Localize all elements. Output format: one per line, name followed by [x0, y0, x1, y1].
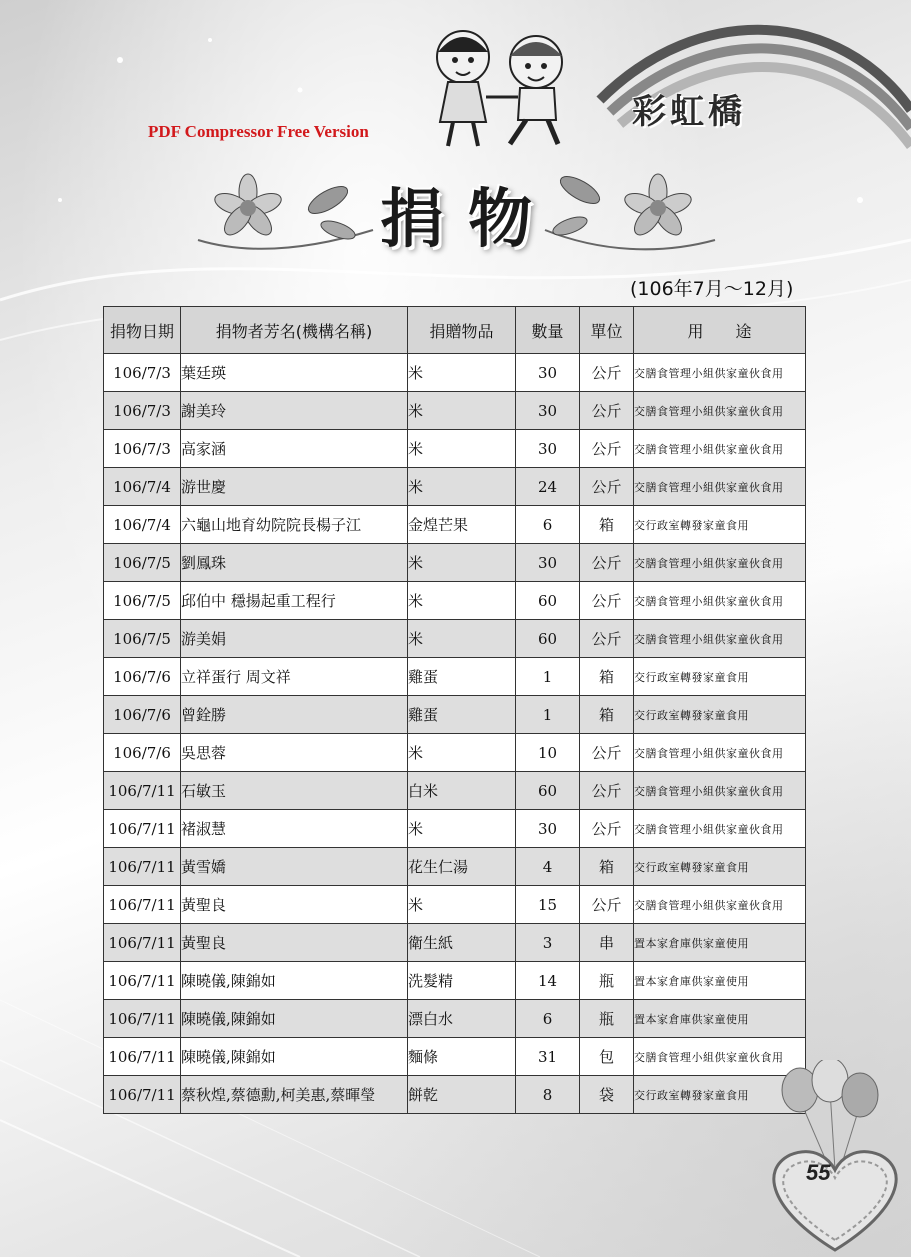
- cell-unit: 公斤: [580, 468, 634, 506]
- cell-item: 米: [408, 582, 516, 620]
- cell-item: 衛生紙: [408, 924, 516, 962]
- table-row: [104, 810, 806, 848]
- cell-unit: 公斤: [580, 392, 634, 430]
- table-row: [104, 658, 806, 696]
- cell-purpose: 交行政室轉發家童食用: [634, 848, 806, 886]
- cell-item: 餅乾: [408, 1076, 516, 1114]
- cell-quantity: 60: [516, 620, 580, 658]
- cell-date: 106/7/11: [104, 1000, 181, 1038]
- cell-quantity: 31: [516, 1038, 580, 1076]
- cell-unit: 公斤: [580, 582, 634, 620]
- cell-date: 106/7/6: [104, 696, 181, 734]
- cell-item: 米: [408, 430, 516, 468]
- cell-item: 漂白水: [408, 1000, 516, 1038]
- header-quantity: 數量: [516, 307, 580, 354]
- cell-quantity: 30: [516, 392, 580, 430]
- cell-date: 106/7/6: [104, 658, 181, 696]
- cell-donor: 黃聖良: [181, 886, 408, 924]
- cell-item: 白米: [408, 772, 516, 810]
- cell-donor: 曾銓勝: [181, 696, 408, 734]
- cell-date: 106/7/11: [104, 772, 181, 810]
- cell-quantity: 6: [516, 1000, 580, 1038]
- table-header-row: [104, 307, 806, 354]
- table-row: [104, 392, 806, 430]
- cell-date: 106/7/5: [104, 544, 181, 582]
- cell-item: 米: [408, 392, 516, 430]
- cell-date: 106/7/11: [104, 924, 181, 962]
- cell-purpose: 交膳食管理小組供家童伙食用: [634, 392, 806, 430]
- cell-unit: 串: [580, 924, 634, 962]
- cell-date: 106/7/5: [104, 582, 181, 620]
- cell-donor: 劉鳳珠: [181, 544, 408, 582]
- cell-purpose: 交行政室轉發家童食用: [634, 696, 806, 734]
- cell-purpose: 交行政室轉發家童食用: [634, 506, 806, 544]
- cell-date: 106/7/11: [104, 962, 181, 1000]
- cell-quantity: 30: [516, 544, 580, 582]
- cell-quantity: 10: [516, 734, 580, 772]
- cell-unit: 瓶: [580, 962, 634, 1000]
- table-row: [104, 1038, 806, 1076]
- cell-purpose: 交膳食管理小組供家童伙食用: [634, 620, 806, 658]
- cell-item: 洗髮精: [408, 962, 516, 1000]
- cell-item: 雞蛋: [408, 658, 516, 696]
- cell-purpose: 交膳食管理小組供家童伙食用: [634, 1038, 806, 1076]
- cell-purpose: 置本家倉庫供家童使用: [634, 962, 806, 1000]
- table-row: [104, 506, 806, 544]
- donation-table: [103, 306, 806, 1114]
- cell-item: 米: [408, 810, 516, 848]
- cell-date: 106/7/3: [104, 430, 181, 468]
- cell-date: 106/7/11: [104, 848, 181, 886]
- cell-purpose: 交膳食管理小組供家童伙食用: [634, 544, 806, 582]
- cell-item: 花生仁湯: [408, 848, 516, 886]
- cell-quantity: 6: [516, 506, 580, 544]
- header-unit: 單位: [580, 307, 634, 354]
- cell-quantity: 8: [516, 1076, 580, 1114]
- table-row: [104, 354, 806, 392]
- cell-item: 米: [408, 620, 516, 658]
- cell-donor: 陳曉儀,陳錦如: [181, 1038, 408, 1076]
- table-body: [104, 354, 806, 1114]
- table-row: [104, 962, 806, 1000]
- cell-quantity: 60: [516, 772, 580, 810]
- cell-purpose: 交膳食管理小組供家童伙食用: [634, 468, 806, 506]
- cell-unit: 箱: [580, 506, 634, 544]
- table-row: [104, 848, 806, 886]
- children-illustration: [418, 22, 588, 152]
- cell-donor: 高家涵: [181, 430, 408, 468]
- cell-unit: 公斤: [580, 772, 634, 810]
- cell-donor: 陳曉儀,陳錦如: [181, 962, 408, 1000]
- cell-donor: 游世慶: [181, 468, 408, 506]
- cell-quantity: 14: [516, 962, 580, 1000]
- cell-date: 106/7/3: [104, 354, 181, 392]
- period-label: (106年7月～12月): [630, 278, 794, 300]
- cell-unit: 公斤: [580, 354, 634, 392]
- cell-date: 106/7/4: [104, 468, 181, 506]
- cell-unit: 公斤: [580, 544, 634, 582]
- cell-quantity: 30: [516, 354, 580, 392]
- flower-ornament-right: [540, 160, 720, 260]
- cell-date: 106/7/4: [104, 506, 181, 544]
- cell-purpose: 交膳食管理小組供家童伙食用: [634, 886, 806, 924]
- cell-purpose: 交膳食管理小組供家童伙食用: [634, 772, 806, 810]
- cell-item: 雞蛋: [408, 696, 516, 734]
- cell-date: 106/7/11: [104, 810, 181, 848]
- cell-quantity: 30: [516, 810, 580, 848]
- table-row: [104, 772, 806, 810]
- cell-unit: 瓶: [580, 1000, 634, 1038]
- cell-unit: 箱: [580, 658, 634, 696]
- cell-donor: 六龜山地育幼院院長楊子江: [181, 506, 408, 544]
- cell-purpose: 交膳食管理小組供家童伙食用: [634, 430, 806, 468]
- cell-donor: 游美娟: [181, 620, 408, 658]
- cell-donor: 邱伯中 穩揚起重工程行: [181, 582, 408, 620]
- cell-purpose: 交膳食管理小組供家童伙食用: [634, 582, 806, 620]
- cell-quantity: 24: [516, 468, 580, 506]
- table-row: [104, 886, 806, 924]
- header-donor: 捐物者芳名(機構名稱): [181, 307, 408, 354]
- cell-donor: 褚淑慧: [181, 810, 408, 848]
- table-row: [104, 696, 806, 734]
- cell-date: 106/7/5: [104, 620, 181, 658]
- cell-item: 米: [408, 354, 516, 392]
- table-row: [104, 1076, 806, 1114]
- cell-date: 106/7/11: [104, 1038, 181, 1076]
- cell-purpose: 置本家倉庫供家童使用: [634, 1000, 806, 1038]
- cell-quantity: 4: [516, 848, 580, 886]
- cell-quantity: 60: [516, 582, 580, 620]
- cell-purpose: 置本家倉庫供家童使用: [634, 924, 806, 962]
- cell-date: 106/7/6: [104, 734, 181, 772]
- cell-donor: 黃聖良: [181, 924, 408, 962]
- table-row: [104, 544, 806, 582]
- cell-quantity: 1: [516, 696, 580, 734]
- cell-purpose: 交行政室轉發家童食用: [634, 658, 806, 696]
- heart-balloons-decoration: [760, 1060, 911, 1257]
- cell-unit: 公斤: [580, 734, 634, 772]
- cell-purpose: 交膳食管理小組供家童伙食用: [634, 354, 806, 392]
- cell-unit: 公斤: [580, 620, 634, 658]
- cell-item: 金煌芒果: [408, 506, 516, 544]
- cell-donor: 蔡秋煌,蔡德勳,柯美惠,蔡暉瑩: [181, 1076, 408, 1114]
- cell-unit: 公斤: [580, 430, 634, 468]
- cell-donor: 陳曉儀,陳錦如: [181, 1000, 408, 1038]
- cell-unit: 箱: [580, 696, 634, 734]
- cell-donor: 立祥蛋行 周文祥: [181, 658, 408, 696]
- page-title: 捐物: [380, 183, 556, 257]
- page-number: 55: [806, 1160, 831, 1185]
- table-row: [104, 430, 806, 468]
- brand-title: 彩虹橋: [632, 92, 746, 132]
- table-row: [104, 620, 806, 658]
- cell-item: 麵條: [408, 1038, 516, 1076]
- cell-donor: 葉廷瑛: [181, 354, 408, 392]
- table-row: [104, 924, 806, 962]
- cell-unit: 箱: [580, 848, 634, 886]
- cell-item: 米: [408, 468, 516, 506]
- header-purpose: 用 途: [634, 307, 806, 354]
- cell-unit: 公斤: [580, 810, 634, 848]
- watermark-text: PDF Compressor Free Version: [148, 122, 369, 141]
- cell-donor: 黃雪嬌: [181, 848, 408, 886]
- cell-unit: 袋: [580, 1076, 634, 1114]
- table-row: [104, 1000, 806, 1038]
- cell-purpose: 交膳食管理小組供家童伙食用: [634, 734, 806, 772]
- table-row: [104, 734, 806, 772]
- cell-purpose: 交膳食管理小組供家童伙食用: [634, 810, 806, 848]
- cell-item: 米: [408, 734, 516, 772]
- cell-unit: 公斤: [580, 886, 634, 924]
- cell-quantity: 30: [516, 430, 580, 468]
- cell-quantity: 3: [516, 924, 580, 962]
- cell-donor: 謝美玲: [181, 392, 408, 430]
- table-row: [104, 468, 806, 506]
- table-row: [104, 582, 806, 620]
- cell-item: 米: [408, 544, 516, 582]
- header-date: 捐物日期: [104, 307, 181, 354]
- cell-date: 106/7/11: [104, 886, 181, 924]
- cell-date: 106/7/3: [104, 392, 181, 430]
- cell-date: 106/7/11: [104, 1076, 181, 1114]
- cell-unit: 包: [580, 1038, 634, 1076]
- cell-donor: 吳思蓉: [181, 734, 408, 772]
- cell-quantity: 15: [516, 886, 580, 924]
- cell-purpose: 交行政室轉發家童食用: [634, 1076, 806, 1114]
- header-item: 捐贈物品: [408, 307, 516, 354]
- cell-quantity: 1: [516, 658, 580, 696]
- flower-ornament-left: [188, 160, 378, 260]
- cell-item: 米: [408, 886, 516, 924]
- cell-donor: 石敏玉: [181, 772, 408, 810]
